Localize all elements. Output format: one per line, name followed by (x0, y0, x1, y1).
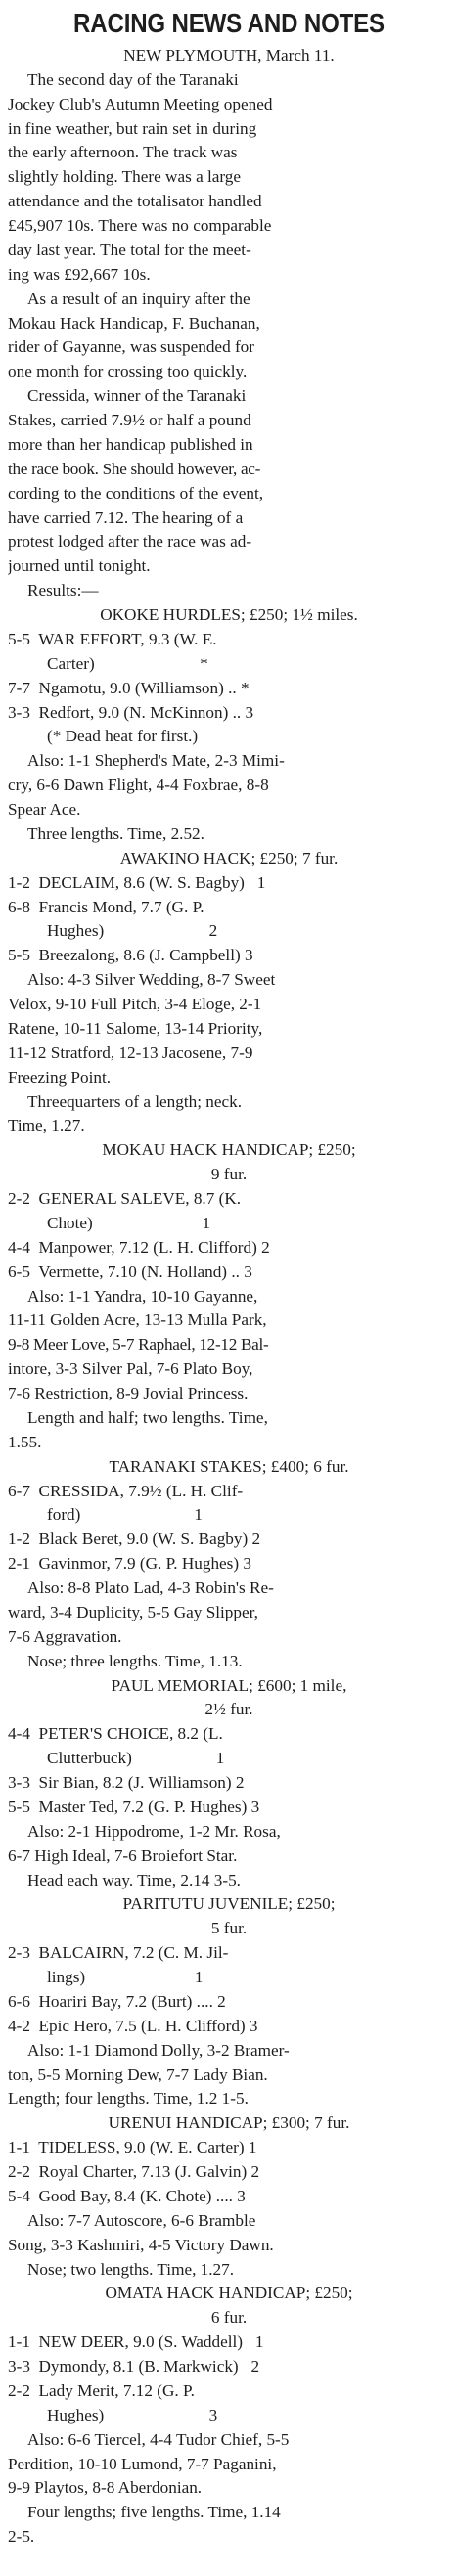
also-line: Also: 8-8 Plato Lad, 4-3 Robin's Re- (27, 1578, 274, 1597)
result-line: 2-3 BALCAIRN, 7.2 (C. M. Jil- (8, 1943, 229, 1963)
body-line: ing was £92,667 10s. (8, 264, 151, 284)
also-line: Also: 7-7 Autoscore, 6-6 Bramble (27, 2210, 256, 2230)
also-line: Spear Ace. (8, 800, 81, 819)
race-heading: URENUI HANDICAP; £300; 7 fur. (108, 2113, 350, 2133)
result-line: 3-3 Redfort, 9.0 (N. McKinnon) .. 3 (8, 702, 254, 722)
result-line: 3-3 Sir Bian, 8.2 (J. Williamson) 2 (8, 1773, 245, 1792)
body-line: As a result of an inquiry after the (27, 289, 250, 308)
also-line: ward, 3-4 Duplicity, 5-5 Gay Slipper, (8, 1602, 258, 1621)
also-line: Ratene, 10-11 Salome, 13-14 Priority, (8, 1018, 263, 1038)
news-column (8, 4, 450, 2560)
body-line: day last year. The total for the meet- (8, 240, 251, 259)
race-heading: 6 fur. (210, 2308, 248, 2328)
result-line: 5-5 Master Ted, 7.2 (G. P. Hughes) 3 (8, 1797, 260, 1816)
result-line: 4-4 Manpower, 7.12 (L. H. Clifford) 2 (8, 1237, 270, 1257)
race-heading: MOKAU HACK HANDICAP; £250; (102, 1140, 356, 1160)
also-line: Also: 4-3 Silver Wedding, 8-7 Sweet (27, 970, 276, 990)
also-line: 9-9 Playtos, 8-8 Aberdonian. (8, 2478, 203, 2498)
also-line: Also: 1-1 Shepherd's Mate, 2-3 Mimi- (27, 751, 285, 771)
result-line: 1-2 Black Beret, 9.0 (W. S. Bagby) 2 (8, 1530, 261, 1549)
body-line: more than her handicap published in (8, 434, 253, 454)
body-line: the race book. She should however, ac- (8, 459, 261, 478)
result-line: Carter) * (47, 653, 208, 673)
body-line: journed until tonight. (8, 556, 151, 576)
result-line: 3-3 Dymondy, 8.1 (B. Markwick) 2 (8, 2357, 260, 2376)
body-line: £45,907 10s. There was no comparable (8, 216, 272, 235)
result-line: 5-4 Good Bay, 8.4 (K. Chote) .... 3 (8, 2186, 246, 2205)
body-line: slightly holding. There was a large (8, 167, 242, 187)
margin-line: Four lengths; five lengths. Time, 1.14 (27, 2503, 281, 2522)
also-line: Also: 6-6 Tiercel, 4-4 Tudor Chief, 5-5 (27, 2429, 290, 2449)
result-line: lings) 1 (47, 1968, 204, 1986)
result-line: 6-5 Vermette, 7.10 (N. Holland) .. 3 (8, 1262, 252, 1281)
margin-line: Nose; three lengths. Time, 1.13. (27, 1651, 243, 1670)
result-line: 4-2 Epic Hero, 7.5 (L. H. Clifford) 3 (8, 2016, 258, 2035)
result-line: Chote) 1 (47, 1213, 211, 1232)
race-heading: PARITUTU JUVENILE; £250; (122, 1894, 336, 1914)
margin-line: Length; four lengths. Time, 1.2 1-5. (8, 2089, 249, 2109)
body-line: have carried 7.12. The hearing of a (8, 508, 244, 527)
closing-rule (8, 2550, 450, 2559)
body-line: one month for crossing too quickly. (8, 362, 248, 381)
also-line: Also: 1-1 Yandra, 10-10 Gayanne, (27, 1286, 258, 1306)
dateline: NEW PLYMOUTH, March 11. (123, 45, 335, 65)
body-line: Cressida, winner of the Taranaki (27, 386, 247, 406)
also-line: Song, 3-3 Kashmiri, 4-5 Victory Dawn. (8, 2235, 274, 2254)
result-line: 5-5 Breezalong, 8.6 (J. Campbell) 3 (8, 946, 253, 965)
race-heading: 2½ fur. (204, 1700, 253, 1719)
also-line: 6-7 High Ideal, 7-6 Broiefort Star. (8, 1845, 238, 1865)
result-line: 2-2 Royal Charter, 7.13 (J. Galvin) 2 (8, 2162, 260, 2181)
race-heading: OKOKE HURDLES; £250; 1½ miles. (100, 605, 358, 624)
margin-line: Nose; two lengths. Time, 1.27. (27, 2259, 235, 2279)
body-line: protest lodged after the race was ad- (8, 532, 252, 552)
also-line: Also: 1-1 Diamond Dolly, 3-2 Bramer- (27, 2040, 290, 2060)
result-line: 7-7 Ngamotu, 9.0 (Williamson) .. * (8, 678, 250, 697)
margin-line: Three lengths. Time, 2.52. (27, 823, 204, 843)
margin-line: 1.55. (8, 1432, 42, 1451)
result-line: 2-1 Gavinmor, 7.9 (G. P. Hughes) 3 (8, 1554, 251, 1574)
body-line: Stakes, carried 7.9½ or half a pound (8, 411, 251, 429)
results-label: Results:— (27, 581, 99, 600)
also-line: 9-8 Meer Love, 5-7 Raphael, 12-12 Bal- (8, 1335, 269, 1355)
headline: RACING NEWS AND NOTES (73, 8, 385, 38)
result-line: 6-6 Hoariri Bay, 7.2 (Burt) .... 2 (8, 1991, 226, 2011)
result-line: 1-1 NEW DEER, 9.0 (S. Waddell) 1 (8, 2332, 264, 2352)
result-line: Hughes) 2 (47, 921, 218, 941)
also-line: 11-11 Golden Acre, 13-13 Mulla Park, (8, 1310, 267, 1330)
body-line: rider of Gayanne, was suspended for (8, 337, 254, 357)
also-line: Perdition, 10-10 Lumond, 7-7 Paganini, (8, 2454, 277, 2473)
race-heading: AWAKINO HACK; £250; 7 fur. (119, 848, 339, 867)
body-line: attendance and the totalisator handled (8, 192, 262, 211)
result-line: 1-1 TIDELESS, 9.0 (W. E. Carter) 1 (8, 2138, 257, 2157)
also-line: 11-12 Stratford, 12-13 Jacosene, 7-9 (8, 1043, 253, 1062)
body-line: in fine weather, but rain set in during (8, 118, 257, 138)
also-line: 7-6 Restriction, 8-9 Jovial Princess. (8, 1384, 249, 1402)
also-line: Velox, 9-10 Full Pitch, 3-4 Eloge, 2-1 (8, 995, 262, 1013)
margin-line: Length and half; two lengths. Time, (27, 1407, 268, 1427)
margin-line: Head each way. Time, 2.14 3-5. (27, 1870, 241, 1889)
result-line: 1-2 DECLAIM, 8.6 (W. S. Bagby) 1 (8, 872, 266, 892)
body-line: The second day of the Taranaki (27, 69, 239, 89)
margin-line: 2-5. (8, 2527, 35, 2547)
result-line: 4-4 PETER'S CHOICE, 8.2 (L. (8, 1724, 223, 1744)
result-line: 2-2 Lady Merit, 7.12 (G. P. (8, 2380, 195, 2400)
also-line: intore, 3-3 Silver Pal, 7-6 Plato Boy, (8, 1359, 253, 1379)
body-line: cording to the conditions of the event, (8, 483, 264, 503)
margin-line: Time, 1.27. (8, 1116, 85, 1135)
body-line: Jockey Club's Autumn Meeting opened (8, 94, 273, 113)
also-line: cry, 6-6 Dawn Flight, 4-4 Foxbrae, 8-8 (8, 776, 269, 795)
race-heading: 9 fur. (210, 1165, 248, 1184)
race-heading: TARANAKI STAKES; £400; 6 fur. (109, 1456, 349, 1476)
result-line: 5-5 WAR EFFORT, 9.3 (W. E. (8, 629, 217, 648)
also-line: ton, 5-5 Morning Dew, 7-7 Lady Bian. (8, 2065, 268, 2084)
race-heading: 5 fur. (210, 1919, 248, 1938)
also-line: 7-6 Aggravation. (8, 1626, 122, 1646)
margin-line: Threequarters of a length; neck. (27, 1091, 243, 1111)
race-heading: PAUL MEMORIAL; £600; 1 mile, (111, 1675, 347, 1695)
also-line: Also: 2-1 Hippodrome, 1-2 Mr. Rosa, (27, 1821, 281, 1841)
result-line: Hughes) 3 (47, 2405, 218, 2424)
body-line: the early afternoon. The track was (8, 143, 238, 162)
result-line: 6-8 Francis Mond, 7.7 (G. P. (8, 897, 204, 916)
body-line: Mokau Hack Handicap, F. Buchanan, (8, 313, 260, 333)
result-line: 2-2 GENERAL SALEVE, 8.7 (K. (8, 1189, 242, 1208)
also-line: Freezing Point. (8, 1067, 112, 1087)
result-line: Clutterbuck) 1 (47, 1749, 225, 1768)
result-note: (* Dead heat for first.) (47, 727, 199, 746)
result-line: 6-7 CRESSIDA, 7.9½ (L. H. Clif- (8, 1481, 244, 1500)
race-heading: OMATA HACK HANDICAP; £250; (105, 2284, 353, 2303)
result-line: ford) 1 (47, 1505, 203, 1525)
